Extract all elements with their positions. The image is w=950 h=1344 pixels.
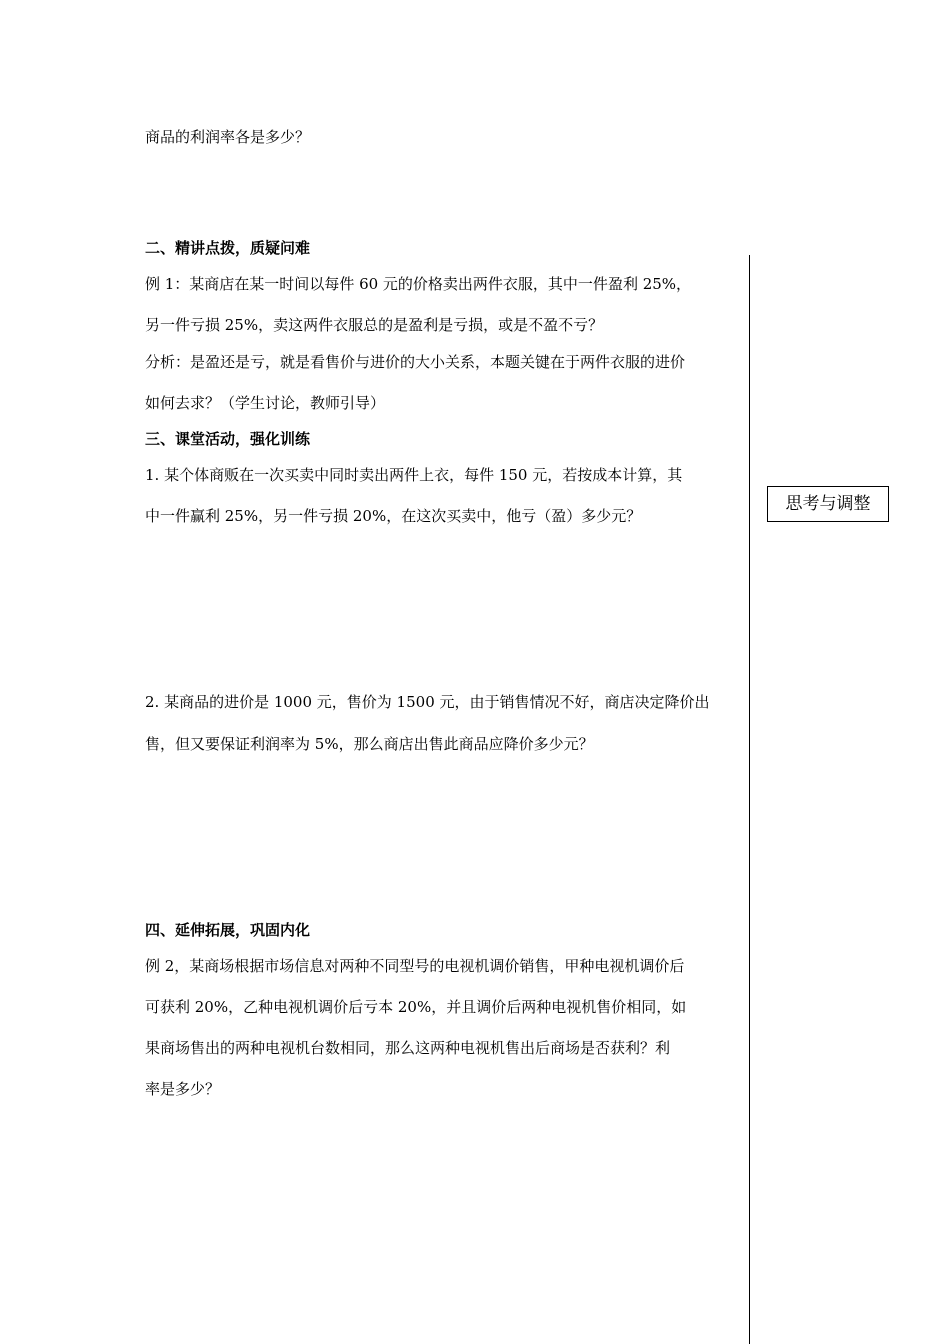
text-line: 售，但又要保证利润率为 5%，那么商店出售此商品应降价多少元？ [145,735,594,753]
text-line: 商品的利润率各是多少？ [145,128,311,146]
margin-divider [749,255,750,1344]
text-line: 如何去求？（学生讨论，教师引导） [145,394,386,412]
section-heading: 三、课堂活动，强化训练 [145,430,311,448]
text-line: 1. 某个体商贩在一次买卖中同时卖出两件上衣，每件 150 元，若按成本计算，其 [145,466,683,484]
text-line: 2. 某商品的进价是 1000 元，售价为 1500 元，由于销售情况不好，商店决定降价出 [145,693,710,711]
section-heading: 二、精讲点拨，质疑问难 [145,239,311,257]
text-line: 率是多少？ [145,1080,221,1098]
section-heading: 四、延伸拓展，巩固内化 [145,921,311,939]
text-line: 中一件赢利 25%，另一件亏损 20%，在这次买卖中，他亏（盈）多少元？ [145,507,642,525]
text-line: 例 2，某商场根据市场信息对两种不同型号的电视机调价销售，甲种电视机调价后 [145,957,685,975]
text-line: 另一件亏损 25%，卖这两件衣服总的是盈利是亏损，或是不盈不亏？ [145,316,604,334]
text-line: 例 1：某商店在某一时间以每件 60 元的价格卖出两件衣服，其中一件盈利 25%， [145,275,692,293]
text-line: 可获利 20%，乙种电视机调价后亏本 20%，并且调价后两种电视机售价相同，如 [145,998,687,1016]
text-line: 分析：是盈还是亏，就是看售价与进价的大小关系，本题关键在于两件衣服的进价 [145,353,686,371]
text-line: 果商场售出的两种电视机台数相同，那么这两种电视机售出后商场是否获利？利 [145,1039,671,1057]
sidebar-label-box: 思考与调整 [767,486,889,522]
